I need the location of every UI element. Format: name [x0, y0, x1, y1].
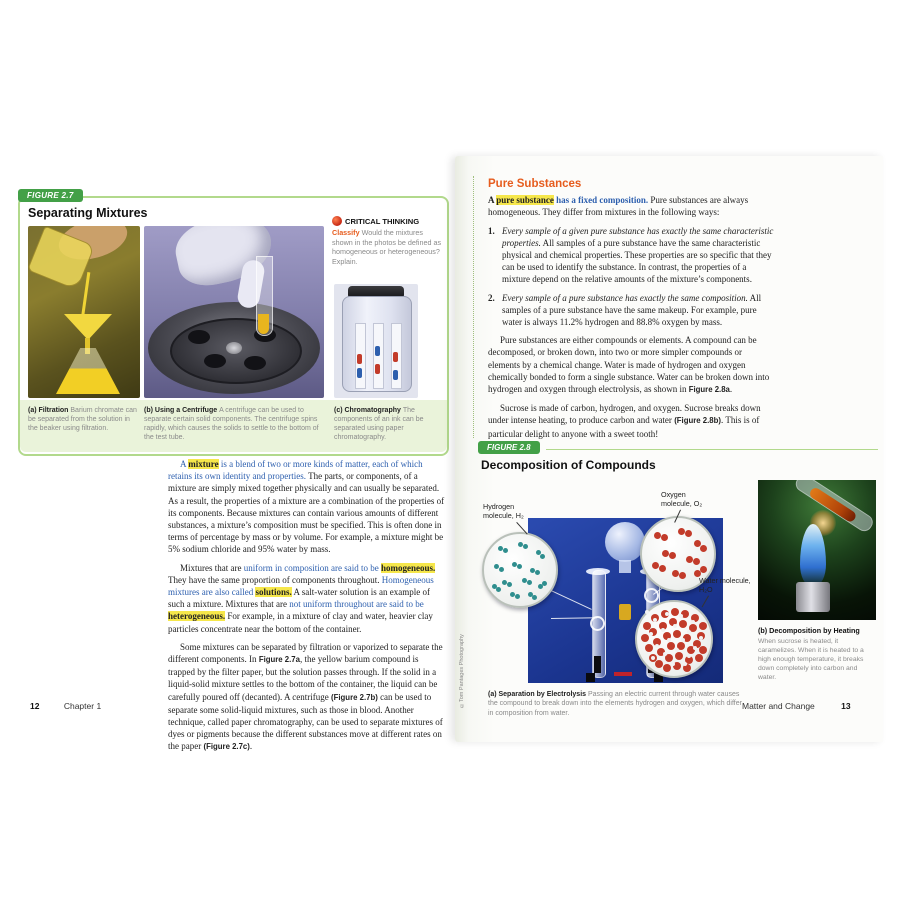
critical-thinking-text: Classify Would the mixtures shown in the photos be defined as homogeneous or heterogeneous? Explain. [332, 228, 442, 266]
filtration-photo [28, 226, 140, 398]
list-number: 1. [488, 225, 495, 236]
jar-shape [342, 296, 412, 392]
figure-2-7-tab: FIGURE 2.7 [18, 189, 83, 202]
right-chapter-label: Matter and Change [742, 701, 815, 711]
oxygen-label: Oxygen molecule, O₂ [661, 490, 703, 508]
list-text: Every sample of a pure substance has exactly the same composition. All samples of a pure substance have the same makeup. For example, pure water is always 11.2% hydrogen and 88.8% oxygen by mass. [502, 292, 762, 328]
water-label: Water molecule, H₂O [699, 576, 751, 594]
flask-neck-shape [619, 560, 631, 573]
paragraph: Sucrose is made of carbon, hydrogen, and oxygen. Sucrose breaks down under intense heating, to produce carbon and water (Figure 2.8b). This is of particular delight to anyone with a sweet tooth! [488, 403, 761, 439]
flask-shape [56, 348, 120, 394]
right-page-number: 13 [841, 701, 851, 711]
critical-thinking-box [332, 216, 444, 282]
liquid-stream-shape [81, 272, 91, 320]
paragraph: A pure substance has a fixed composition. Pure substances are always homogeneous. They differ from mixtures in the following ways: [488, 195, 749, 218]
hydrogen-molecules [490, 540, 495, 545]
test-tube-sediment [258, 314, 269, 334]
caption-b: (b) Using a Centrifuge A centrifuge can be used to separate certain solid components. The centrifuge spins rapidly, which causes the solids to settle to the bottom of the test tube. [144, 407, 319, 441]
paper-strip [373, 323, 384, 389]
paragraph: Some mixtures can be separated by filtration or vaporized to separate the different components. In Figure 2.7a, the yellow barium compound is trapped by the filter paper, but the solution passes through. If the solid in a liquid-solid mixture settles to the bottom of the container, the liquid can be carefully poured off (decanted). A centrifuge (Figure 2.7b) can be used to separate some solid-liquid mixtures, such as those in blood. Another technique, called paper chromatography, can be used to separate mixtures of dyes or pigments because the different substances move at different rates on the paper (Figure 2.7c). [168, 641, 443, 752]
paper-strip [391, 323, 402, 389]
left-page-number: 12 [30, 701, 40, 711]
caption-2-8b-heading: (b) Decomposition by Heating [758, 626, 860, 635]
burner-shape [796, 582, 830, 612]
paragraph: Mixtures that are uniform in composition are said to be homogeneous. They have the same proportion of components throughout. Homogeneous mixtures are also called solutions. A salt-water solution is an example of such a mixture. Mixtures that are not uniform throughout are said to be heterogeneous. For example, in a mixture of clay and water, heavier clay particles concentrate near the bottom of the container. [168, 562, 436, 634]
photo-credit: ©Tom Pantages Photography [459, 634, 465, 708]
list-item [488, 292, 775, 329]
right-footer [742, 701, 851, 711]
left-chapter-label: Chapter 1 [63, 701, 102, 711]
ink-mark [375, 346, 380, 356]
electrolysis-diagram [483, 490, 758, 690]
centrifuge-photo [144, 226, 324, 398]
section-heading: Pure Substances [488, 178, 582, 190]
list-item [488, 225, 775, 286]
flask-bulb-shape [605, 522, 645, 562]
left-footer [30, 701, 101, 711]
ink-mark [375, 364, 380, 374]
rotor-hole [204, 354, 226, 368]
chromatography-photo [334, 284, 418, 398]
figure-2-8-tab: FIGURE 2.8 [478, 441, 540, 454]
hydrogen-inset-circle [482, 532, 558, 608]
water-inset-circle [635, 600, 713, 678]
figure-2-8-title: Decomposition of Compounds [481, 458, 656, 472]
caption-2-8a: (a) Separation by Electrolysis Passing an electric current through water causes the compound to break down into the elements hydrogen and oxygen, which differ in composition from water. [488, 691, 742, 717]
caption-c: (c) Chromatography The components of an ink can be separated using paper chromatography. [334, 407, 424, 441]
ink-mark [357, 368, 362, 378]
caption-2-8b [758, 626, 876, 682]
critical-thinking-label: CRITICAL THINKING [345, 216, 420, 226]
caption-2-8b-body: When sucrose is heated, it caramelizes. When it is heated to a high enough temperature, it breaks down completely into carbon and water. [758, 638, 864, 681]
ink-mark [393, 352, 398, 362]
caption-a: (a) Filtration Barium chromate can be separated from the solution in the beaker using filtration. [28, 407, 137, 432]
decomposition-by-heating-photo [758, 480, 876, 620]
critical-thinking-heading [332, 216, 444, 226]
figure-2-8-rule [546, 449, 878, 450]
ink-mark [393, 370, 398, 380]
rotor-hole [188, 330, 210, 344]
left-body-text [168, 458, 446, 760]
paper-strip [355, 323, 366, 389]
test-tube-shape [256, 256, 273, 336]
clamp-shape [619, 604, 631, 620]
rotor-hole [244, 356, 266, 370]
red-label-shape [614, 672, 632, 676]
right-body-text [488, 178, 775, 446]
hydrogen-label: Hydrogen molecule, H₂ [483, 502, 524, 520]
figure-2-7-box [18, 191, 449, 456]
rotor-spindle-shape [226, 342, 242, 354]
ink-mark [357, 354, 362, 364]
paragraph: A mixture is a blend of two or more kinds of matter, each of which retains its own identity and properties. The parts, or components, of a mixture are simply mixed together physically and can usually be separated. As a result, the properties of a mixture are a combination of the properties of its components. Because mixtures can contain various amounts of different substances, a mixture’s composition must be specified. This is often done in terms of percentage by mass or by volume. For example, a mixture might be 5% sodium chloride and 95% water by mass. [168, 459, 445, 555]
list-number: 2. [488, 292, 495, 303]
wire-terminal [586, 673, 595, 682]
electrode-shape [594, 656, 601, 673]
list-text: Every sample of a given pure substance has exactly the same characteristic properties. All samples of a pure substance have the same characteristic physical and chemical properties. These properties are so specific that they can be used to identify the substance. In contrast, the properties of a mixture depend on the relative amounts of the mixture’s components. [502, 225, 774, 285]
spine-dotted-rule [473, 176, 474, 438]
oxygen-molecules [648, 526, 655, 533]
funnel-shape [64, 314, 112, 340]
water-molecules-hydrogen [645, 610, 649, 614]
figure-2-7-title: Separating Mixtures [28, 206, 148, 220]
paragraph: Pure substances are either compounds or elements. A compound can be decomposed, or broken down, into two or more simpler compounds or elements by a chemical change. Water is made of hydrogen and oxygen chemically bonded to form a single substance. Water can be broken down into hydrogen and oxygen through electrolysis, as shown in Figure 2.8a. [488, 335, 770, 395]
critical-thinking-icon [332, 216, 342, 226]
